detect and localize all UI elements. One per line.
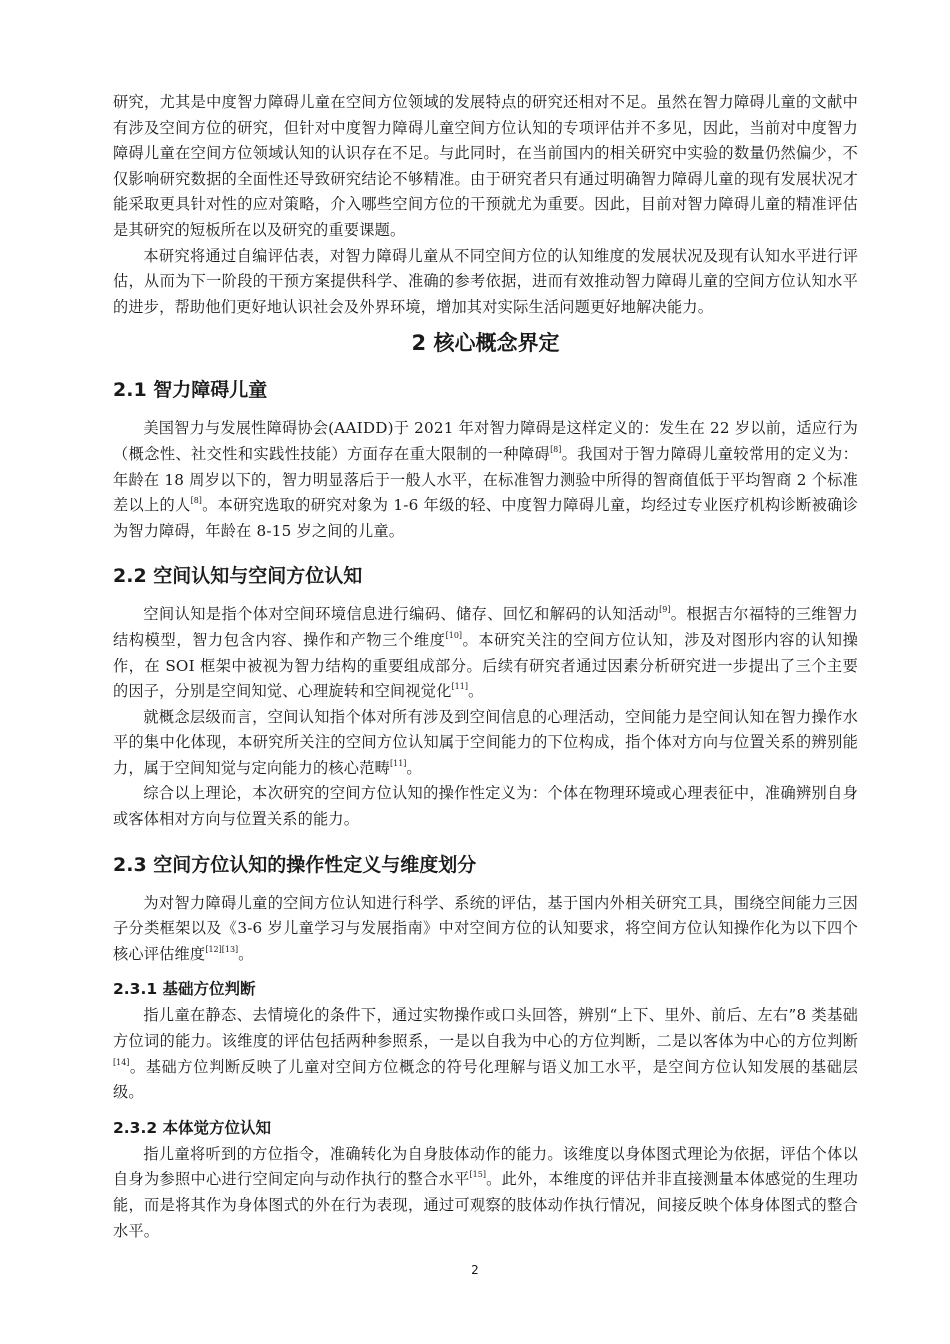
text-run: 。根据吉尔福特的三维智力结构模型，智力包含内容、操作和产物三个维度 xyxy=(113,605,858,649)
intro-paragraph-1: 研究，尤其是中度智力障碍儿童在空间方位领域的发展特点的研究还相对不足。虽然在智力障碍儿童的文献中有涉及空间方位的研究，但针对中度智力障碍儿童空间方位认知的专项评估并不多见，因此，当前对中度智力障碍儿童在空间方位领域认知的认识存在不足。与此同时，在当前国内的相关研究中实验的数量仍然偏少，不仅影响研究数据的全面性还导致研究结论不够精准。由于研究者只有通过明确智力障碍儿童的现有发展状况才能采取更具针对性的应对策略，介入哪些空间方位的干预就尤为重要。因此，目前对智力障碍儿童的精准评估是其研究的短板所在以及研究的重要课题。 xyxy=(113,93,858,239)
text-run: 。 xyxy=(406,758,422,777)
text-run: 。本研究关注的空间方位认知，涉及对图形内容的认知操作，在 SOI 框架中被视为智力结构的重要组成部分。后续有研究者通过因素分析研究进一步提出了三个主要的因子，分别是空间知觉、心理旋转和空间视觉化 xyxy=(113,630,859,701)
text-run: 就概念层级而言，空间认知指个体对所有涉及到空间信息的心理活动，空间能力是空间认知在智力操作水平的集中化体现，本研究所关注的空间方位认知属于空间能力的下位构成，指个体对方向与位置关系的辨别能力，属于空间知觉与定向能力的核心范畴 xyxy=(113,707,858,777)
text-run: 空间认知是指个体对空间环境信息进行编码、储存、回忆和解码的认知活动 xyxy=(143,605,660,624)
citation: [8] xyxy=(190,496,202,506)
text-run: 。本研究选取的研究对象为 1-6 年级的轻、中度智力障碍儿童，均经过专业医疗机构诊断被确诊为智力障碍，年龄在 8-15 岁之间的儿童。 xyxy=(113,496,858,540)
text-run: 。 xyxy=(467,682,484,701)
text-run: 。我国对于智力障碍儿童较常用的定义为：年龄在 18 周岁以下的，智力明显落后于一般人水平，在标准智力测验中所得的智商值低于平均智商 2 个标准差以上的人 xyxy=(113,444,858,515)
citation: [9] xyxy=(659,605,671,615)
subsection-2-3-1-paragraph xyxy=(113,1003,858,1105)
section-2-2-paragraph-3: 综合以上理论，本次研究的空间方位认知的操作性定义为：个体在物理环境或心理表征中，准确辨别自身或客体相对方向与位置关系的能力。 xyxy=(113,784,858,829)
text-run: 。基础方位判断反映了儿童对空间方位概念的符号化理解与语义加工水平，是空间方位认知发展的基础层级。 xyxy=(113,1057,858,1102)
page-number: 2 xyxy=(471,1263,479,1277)
intro-paragraph-2: 本研究将通过自编评估表，对智力障碍儿童从不同空间方位的认知维度的发展状况及现有认知水平进行评估，从而为下一阶段的干预方案提供科学、准确的参考依据，进而有效推动智力障碍儿童的空间方位认知水平的进步，帮助他们更好地认识社会及外界环境，增加其对实际生活问题更好地解决能力。 xyxy=(113,246,858,316)
subsection-title-2-3-2: 2.3.2 本体觉方位认知 xyxy=(113,1118,272,1137)
text-run: 。此外，本维度的评估并非直接测量本体感觉的生理功能，而是将其作为身体图式的外在行为表现，通过可观察的肢体动作执行情况，间接反映个体身体图式的整合水平。 xyxy=(113,1170,858,1240)
section-2-2-paragraph-1 xyxy=(113,602,858,704)
citation: [8] xyxy=(550,444,562,454)
text-run: 指儿童将听到的方位指令，准确转化为自身肢体动作的能力。该维度以身体图式理论为依据，评估个体以自身为参照中心进行空间定向与动作执行的整合水平 xyxy=(113,1144,858,1189)
text-run: 为对智力障碍儿童的空间方位认知进行科学、系统的评估，基于国内外相关研究工具，围绕空间能力三因子分类框架以及《3-6 岁儿童学习与发展指南》中对空间方位的认知要求，将空间方位认知操作化为以下四个核心评估维度 xyxy=(113,893,858,963)
section-title-2-2: 2.2 空间认知与空间方位认知 xyxy=(113,565,363,588)
text-run: 美国智力与发展性障碍协会(AAIDD)于 2021 年对智力障碍是这样定义的：发生在 22 岁以前，适应行为（概念性、社交性和实践性技能）方面存在重大限制的一种障碍 xyxy=(113,419,858,463)
text-run: 指儿童在静态、去情境化的条件下，通过实物操作或口头回答，辨别“上下、里外、前后、左右”8 类基础方位词的能力。该维度的评估包括两种参照系，一是以自我为中心的方位判断，二是以客体为中心的方位判断 xyxy=(113,1006,858,1051)
citation: [10] xyxy=(445,630,463,640)
citation: [12][13] xyxy=(205,944,239,954)
subsection-2-3-2-paragraph xyxy=(113,1142,858,1244)
section-title-2-1: 2.1 智力障碍儿童 xyxy=(113,379,268,402)
text-run: 。 xyxy=(238,944,254,963)
section-2-1-paragraph xyxy=(113,416,858,544)
chapter-title: 2 核心概念界定 xyxy=(411,331,560,356)
page-content xyxy=(113,90,858,1244)
citation: [11] xyxy=(389,758,407,768)
citation: [11] xyxy=(451,682,468,692)
section-2-2-paragraph-2 xyxy=(113,705,858,782)
citation: [15] xyxy=(469,1170,486,1180)
section-2-3-paragraph xyxy=(113,891,858,968)
citation: [14] xyxy=(113,1057,130,1067)
section-title-2-3: 2.3 空间方位认知的操作性定义与维度划分 xyxy=(113,853,477,876)
subsection-title-2-3-1: 2.3.1 基础方位判断 xyxy=(113,980,256,999)
